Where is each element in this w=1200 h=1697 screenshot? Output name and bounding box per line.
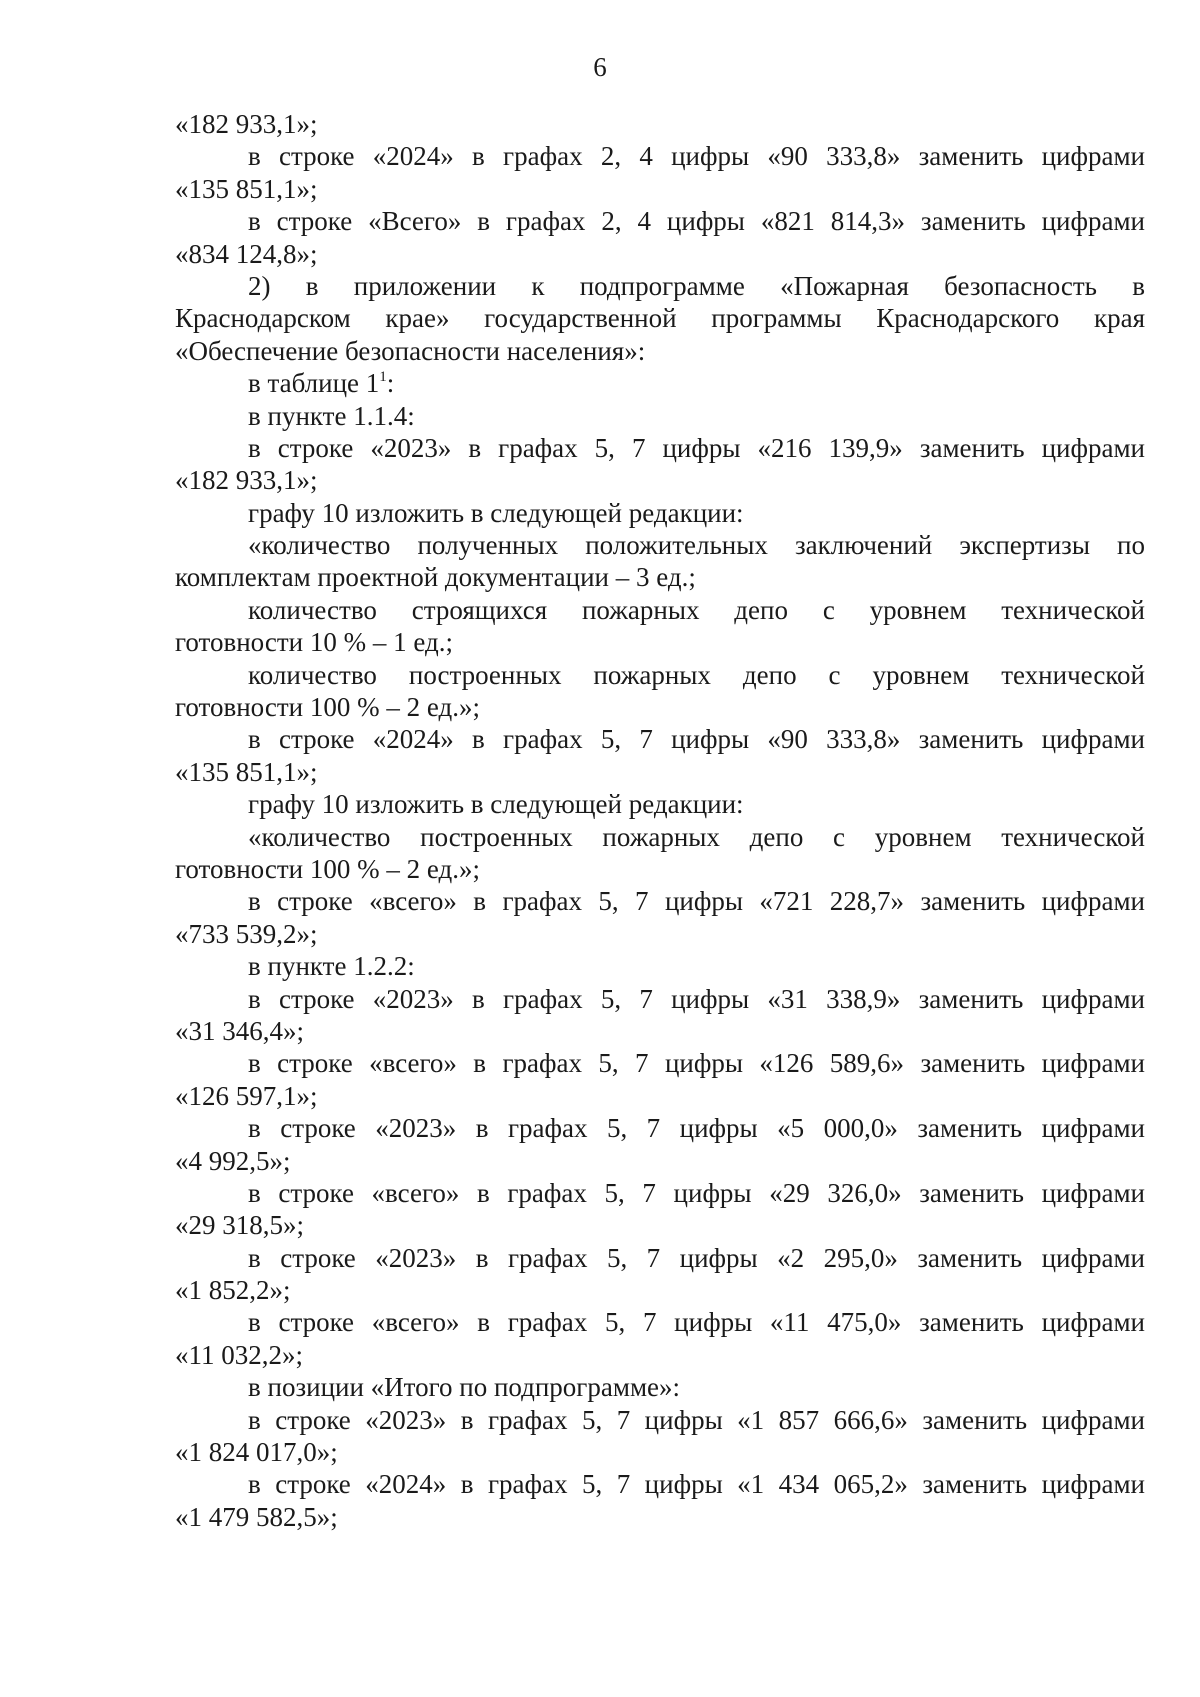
table-reference-text: в таблице 1 [248,368,380,399]
text-line: готовности 100 % – 2 ед.»; [175,853,480,884]
text-line: «количество полученных положительных заключений экспертизы по [248,530,1145,561]
text-line: «1 824 017,0»; [175,1437,338,1468]
text-line: «733 539,2»; [175,918,318,949]
text-line: комплектам проектной документации – 3 ед.; [175,562,696,593]
text-line: в строке «Всего» в графах 2, 4 цифры «821 814,3» заменить цифрами [248,206,1145,237]
text-line: «182 933,1»; [175,465,318,496]
text-line: «1 852,2»; [175,1275,291,1306]
text-line: в строке «2023» в графах 5, 7 цифры «2 295,0» заменить цифрами [248,1242,1145,1273]
text-line: в пункте 1.1.4: [248,400,415,431]
text-line: 2) в приложении к подпрограмме «Пожарная безопасность в [248,270,1145,301]
text-line: в строке «всего» в графах 5, 7 цифры «29 326,0» заменить цифрами [248,1177,1145,1208]
text-line: «126 597,1»; [175,1080,318,1111]
text-line: «Обеспечение безопасности населения»: [175,335,646,366]
text-line: в строке «2023» в графах 5, 7 цифры «1 857 666,6» заменить цифрами [248,1404,1145,1435]
text-line: в строке «2023» в графах 5, 7 цифры «216 139,9» заменить цифрами [248,432,1145,463]
text-line: «182 933,1»; [175,109,318,139]
text-line: «11 032,2»; [175,1339,303,1370]
text-line: в строке «2023» в графах 5, 7 цифры «31 338,9» заменить цифрами [248,983,1145,1014]
text-line: готовности 100 % – 2 ед.»; [175,692,480,723]
table-reference-line [175,367,1145,399]
text-line: «31 346,4»; [175,1015,305,1046]
text-line: графу 10 изложить в следующей редакции: [248,497,744,528]
text-line: в строке «2024» в графах 5, 7 цифры «1 434 065,2» заменить цифрами [248,1469,1145,1500]
text-line: в строке «2023» в графах 5, 7 цифры «5 000,0» заменить цифрами [248,1113,1145,1144]
text-line: Краснодарском крае» государственной программы Краснодарского края [175,303,1145,334]
text-line: «4 992,5»; [175,1145,291,1176]
document-body [175,108,1145,1533]
text-line: «количество построенных пожарных депо с уровнем технической [248,821,1145,852]
table-superscript: 1 [379,369,387,386]
text-line: в строке «всего» в графах 5, 7 цифры «721 228,7» заменить цифрами [248,886,1145,917]
text-line: «135 851,1»; [175,173,318,204]
text-line: в пункте 1.2.2: [248,951,415,982]
text-line: количество построенных пожарных депо с уровнем технической [248,659,1145,690]
text-line: графу 10 изложить в следующей редакции: [248,789,744,820]
text-line: «29 318,5»; [175,1210,305,1241]
text-line: в строке «всего» в графах 5, 7 цифры «11 475,0» заменить цифрами [248,1307,1145,1338]
text-line: «1 479 582,5»; [175,1501,338,1532]
text-line: «135 851,1»; [175,756,318,787]
text-line: в строке «2024» в графах 5, 7 цифры «90 333,8» заменить цифрами [248,724,1145,755]
text-line: в строке «2024» в графах 2, 4 цифры «90 333,8» заменить цифрами [248,141,1145,172]
text-line: количество строящихся пожарных депо с уровнем технической [248,594,1145,625]
text-line: готовности 10 % – 1 ед.; [175,627,453,658]
text-line: «834 124,8»; [175,238,318,269]
table-reference-colon: : [386,368,395,399]
text-line: в строке «всего» в графах 5, 7 цифры «126 589,6» заменить цифрами [248,1048,1145,1079]
page-number: 6 [593,52,607,82]
text-line: в позиции «Итого по подпрограмме»: [248,1372,681,1403]
